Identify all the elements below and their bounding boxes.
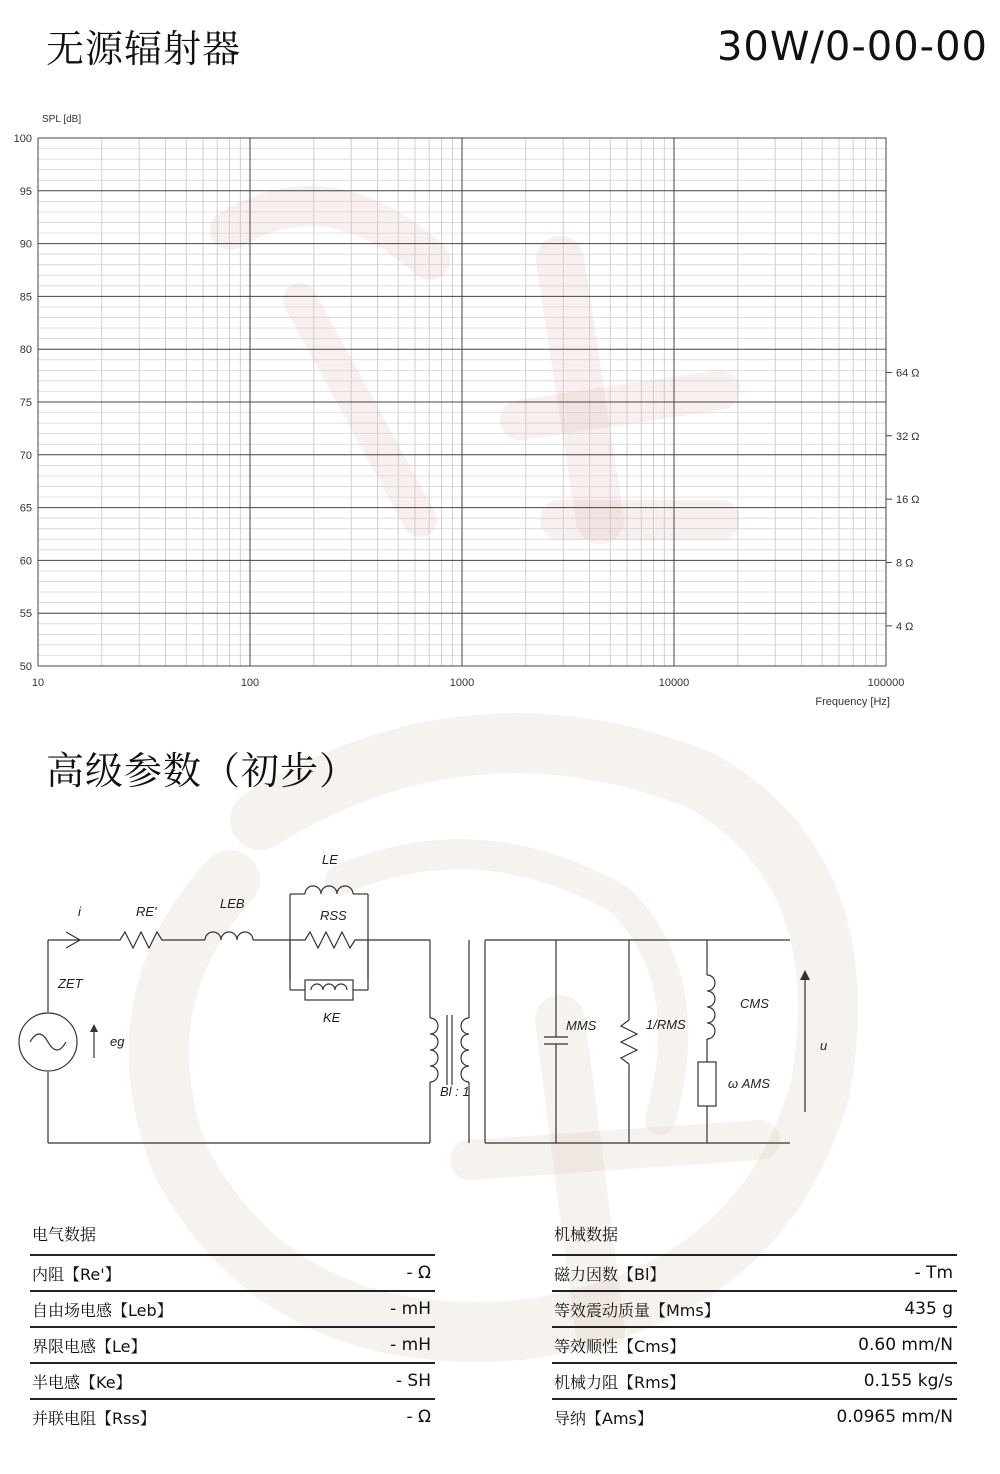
product-title: 无源辐射器: [46, 27, 242, 71]
x-axis-ticks: [32, 677, 904, 689]
impedance-tick-label: 4 Ω: [896, 620, 914, 633]
electrical-data-heading: 电气数据: [30, 1216, 435, 1256]
mechanical-data-table: [552, 1216, 957, 1434]
electrical-data-table: [30, 1216, 435, 1434]
x-tick-label: 100000: [867, 677, 905, 689]
param-label: 界限电感【Le】: [32, 1336, 147, 1356]
section-title: 高级参数（初步）: [46, 749, 359, 793]
table-row: [30, 1364, 435, 1400]
spl-chart: [0, 100, 1000, 720]
impedance-axis-ticks: [886, 367, 920, 632]
table-row: [552, 1292, 957, 1328]
label-i: i: [78, 904, 81, 919]
x-tick-label: 10000: [658, 677, 690, 689]
table-row: [30, 1292, 435, 1328]
label-mms: MMS: [566, 1018, 597, 1033]
param-label: 并联电阻【Rss】: [32, 1408, 156, 1428]
y-tick-label: 95: [19, 185, 32, 198]
impedance-tick-label: 8 Ω: [896, 557, 914, 570]
param-label: 内阻【Re'】: [32, 1264, 121, 1284]
label-le: LE: [322, 852, 338, 867]
model-number: 30W/0-00-00: [716, 24, 988, 70]
y-tick-label: 50: [19, 661, 32, 673]
x-tick-label: 100: [240, 677, 260, 689]
param-value: 0.60 mm/N: [858, 1335, 953, 1355]
mechanical-data-heading: 机械数据: [552, 1216, 957, 1256]
table-row: [552, 1400, 957, 1434]
x-axis-label: Frequency [Hz]: [815, 696, 890, 708]
grid-major: [38, 138, 886, 666]
label-rss: RSS: [320, 908, 347, 923]
impedance-tick-label: 32 Ω: [896, 430, 920, 443]
param-value: 0.155 kg/s: [863, 1371, 953, 1391]
y-tick-label: 85: [19, 291, 32, 304]
impedance-tick-label: 64 Ω: [896, 367, 920, 380]
param-value: - SH: [395, 1371, 431, 1391]
impedance-tick-label: 16 Ω: [896, 494, 920, 507]
param-label: 自由场电感【Leb】: [32, 1300, 173, 1320]
label-rms: 1/RMS: [646, 1017, 686, 1032]
param-label: 等效震动质量【Mms】: [554, 1300, 720, 1320]
y-axis-label: SPL [dB]: [42, 114, 82, 125]
param-label: 半电感【Ke】: [32, 1372, 132, 1392]
y-tick-label: 55: [19, 608, 32, 621]
y-tick-label: 80: [19, 344, 32, 357]
param-value: 0.0965 mm/N: [836, 1407, 953, 1427]
y-tick-label: 70: [19, 449, 32, 462]
label-eg: eg: [110, 1034, 125, 1049]
param-label: 导纳【Ams】: [554, 1408, 653, 1428]
param-value: - Tm: [914, 1263, 953, 1283]
param-value: - mH: [390, 1299, 431, 1319]
table-row: [552, 1364, 957, 1400]
y-tick-label: 100: [13, 133, 32, 145]
y-tick-label: 60: [19, 555, 32, 568]
table-row: [552, 1328, 957, 1364]
label-leb: LEB: [220, 896, 245, 911]
equivalent-circuit-diagram: [0, 840, 1000, 1160]
y-axis-ticks: [14, 133, 32, 673]
x-tick-label: 1000: [449, 677, 475, 689]
table-row: [30, 1256, 435, 1292]
table-row: [30, 1400, 435, 1434]
label-cms: CMS: [740, 996, 769, 1011]
y-tick-label: 65: [19, 502, 32, 515]
param-label: 等效顺性【Cms】: [554, 1336, 686, 1356]
y-tick-label: 75: [19, 397, 32, 409]
param-value: - mH: [390, 1335, 431, 1355]
param-label: 机械力阻【Rms】: [554, 1372, 686, 1392]
table-row: [552, 1256, 957, 1292]
label-ke: KE: [323, 1010, 341, 1025]
param-label: 磁力因数【Bl】: [554, 1264, 666, 1284]
label-ams: ω AMS: [728, 1076, 770, 1091]
param-value: 435 g: [904, 1299, 953, 1319]
label-bl: Bl : 1: [440, 1084, 470, 1099]
label-re: RE': [136, 904, 157, 919]
label-zet: ZET: [58, 976, 83, 991]
table-row: [30, 1328, 435, 1364]
param-value: - Ω: [406, 1407, 431, 1427]
x-tick-label: 10: [31, 677, 45, 689]
param-value: - Ω: [406, 1263, 431, 1283]
y-tick-label: 90: [19, 238, 32, 251]
label-u: u: [820, 1038, 828, 1053]
